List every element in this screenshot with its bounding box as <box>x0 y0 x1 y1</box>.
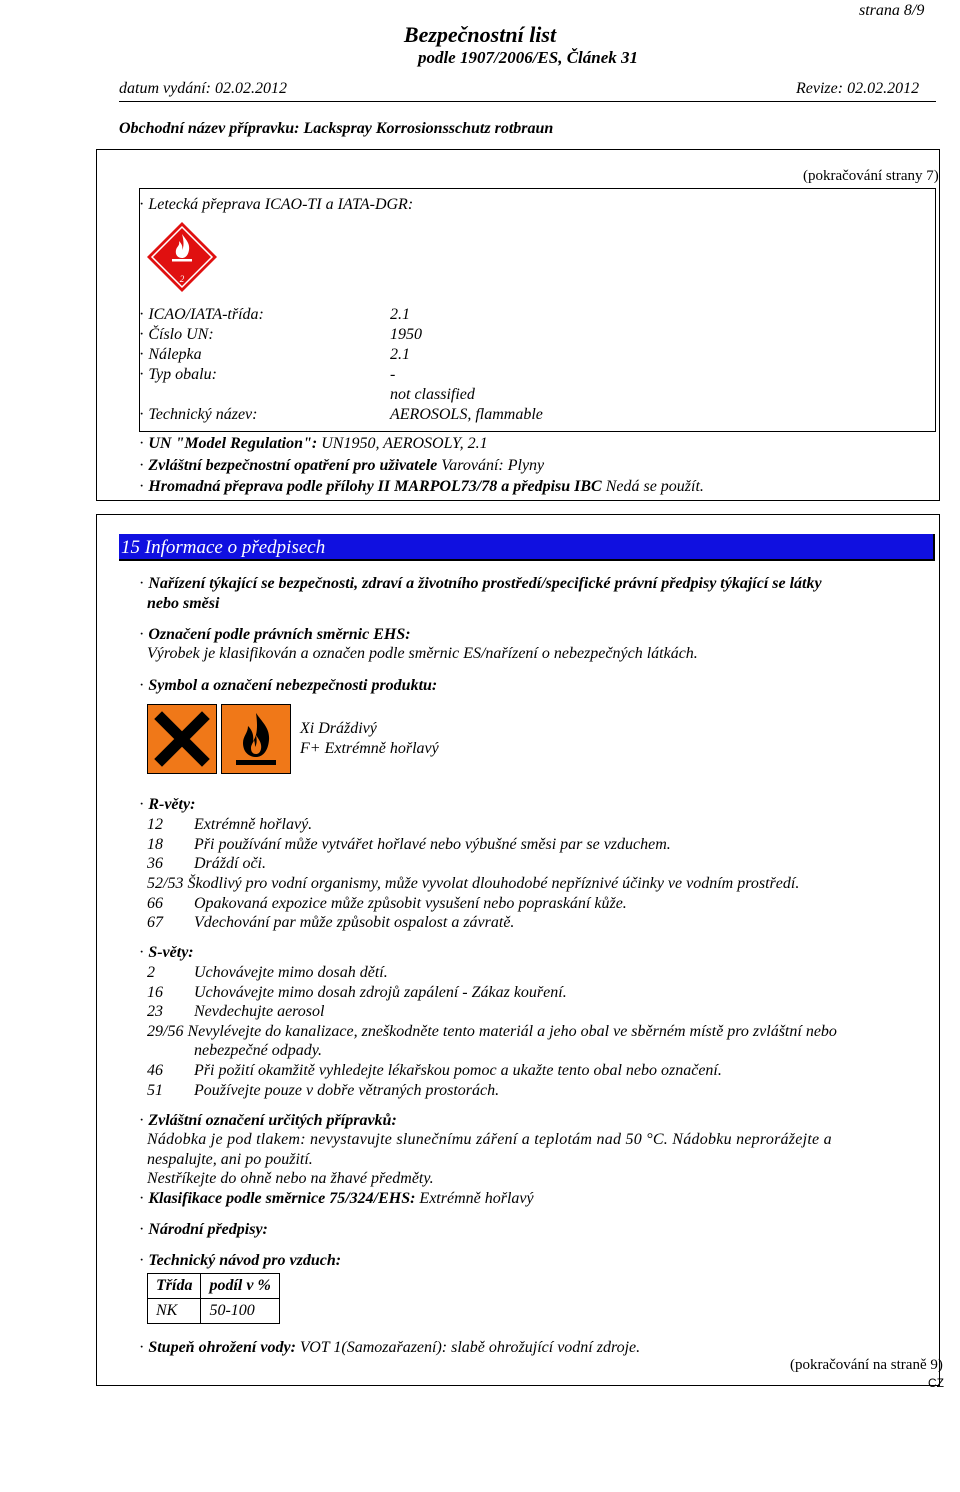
special-labelling-text-cont: nespalujte, ani po použití. <box>147 1151 313 1168</box>
air-value-class: 2.1 <box>390 306 410 323</box>
continued-from: (pokračování strany 7) <box>803 168 939 184</box>
bulk-transport: · Hromadná přeprava podle přílohy II MARPOL73/78 a předpisu IBC Nedá se použít. <box>139 478 704 496</box>
symbol-fplus-text: F+ Extrémně hořlavý <box>300 740 439 757</box>
section-15-title: 15 Informace o předpisech <box>119 534 935 561</box>
symbol-heading: · Symbol a označení nebezpečnosti produktu: <box>139 677 437 695</box>
table-cell: NK <box>148 1299 201 1324</box>
issue-date: datum vydání: 02.02.2012 <box>119 80 287 97</box>
document-subtitle: podle 1907/2006/ES, Článek 31 <box>417 48 639 67</box>
regulations-heading: · Nařízení týkající se bezpečnosti, zdraví a životního prostředí/specifické právní předpisy týkající se látky <box>139 575 822 593</box>
special-labelling-text-cont2: Nestříkejte do ohně nebo na žhavé předměty. <box>147 1170 434 1187</box>
r-phrase: 18 Při používání může vytvářet hořlavé nebo výbušné směsi par se vzduchem. <box>147 836 671 853</box>
special-labelling-heading: · Zvláštní označení určitých přípravků: <box>139 1112 397 1130</box>
s-phrase: 23 Nevdechujte aerosol <box>147 1003 325 1020</box>
page-number: strana 8/9 <box>859 2 925 19</box>
product-name: Obchodní název přípravku: Lackspray Korrosionsschutz rotbraun <box>119 120 554 137</box>
flammable-gas-diamond <box>145 220 219 294</box>
table-header-cell: podíl v % <box>201 1274 279 1299</box>
labelling-text: Výrobek je klasifikován a označen podle směrnic ES/nařízení o nebezpečných látkách. <box>147 645 698 662</box>
revision-date: Revize: 02.02.2012 <box>796 80 920 97</box>
country-code: CZ <box>928 1376 944 1390</box>
table-header-cell: Třída <box>148 1274 201 1299</box>
r-phrase: 67 Vdechování par může způsobit ospalost a závratě. <box>147 914 515 931</box>
symbol-xi-text: Xi Dráždivý <box>300 720 377 737</box>
ta-luft-heading: · Technický návod pro vzduch: <box>139 1252 341 1270</box>
s-phrase: 46 Při požití okamžitě vyhledejte lékařskou pomoc a ukažte tento obal nebo označení. <box>147 1062 722 1079</box>
table-row <box>148 1299 280 1324</box>
water-hazard: · Stupeň ohrožení vody: VOT 1(Samozařazení): slabě ohrožující vodní zdroje. <box>139 1339 640 1357</box>
regulations-heading-cont: nebo směsi <box>147 595 220 612</box>
flame-icon <box>145 220 219 294</box>
air-label-label: · Nálepka <box>139 346 202 364</box>
air-label-class: · ICAO/IATA-třída: <box>139 306 264 324</box>
air-value-packaging: - <box>390 366 396 383</box>
r-phrase: 66 Opakovaná expozice může způsobit vysušení nebo popraskání kůže. <box>147 895 627 912</box>
f-plus-symbol <box>221 704 291 774</box>
air-value-technical: AEROSOLS, flammable <box>390 406 543 423</box>
air-value-label: 2.1 <box>390 346 410 363</box>
national-regulations-heading: · Národní předpisy: <box>139 1221 268 1239</box>
s-phrases-heading: · S-věty: <box>139 944 194 962</box>
model-regulation: · UN "Model Regulation": UN1950, AEROSOLY, 2.1 <box>139 435 488 453</box>
s-phrase: 2 Uchovávejte mimo dosah dětí. <box>147 964 388 981</box>
air-label-technical: · Technický název: <box>139 406 257 424</box>
air-value-un: 1950 <box>390 326 422 343</box>
s-phrase: 16 Uchovávejte mimo dosah zdrojů zapálení - Zákaz kouření. <box>147 984 567 1001</box>
s-phrase: 29/56 Nevylévejte do kanalizace, zneškodněte tento materiál a jeho obal ve sběrném místě pro zvláštní nebo <box>147 1023 837 1040</box>
special-labelling-text: Nádobka je pod tlakem: nevystavujte slunečnímu záření a teplotám nad 50 °C. Nádobku neprorážejte a <box>147 1131 832 1148</box>
air-transport-heading: · Letecká přeprava ICAO-TI a IATA-DGR: <box>139 196 413 214</box>
ta-luft-table <box>147 1273 280 1324</box>
r-phrase: 12 Extrémně hořlavý. <box>147 816 313 833</box>
air-label-packaging: · Typ obalu: <box>139 366 217 384</box>
table-header-row <box>148 1274 280 1299</box>
xi-symbol <box>147 704 217 774</box>
r-phrase: 52/53 Škodlivý pro vodní organismy, může vyvolat dlouhodobé nepříznivé účinky ve vodním prostředí. <box>147 875 800 892</box>
air-value-packaging-note: not classified <box>390 386 475 403</box>
air-label-un: · Číslo UN: <box>139 326 214 344</box>
header-rule <box>119 101 936 102</box>
special-precautions: · Zvláštní bezpečnostní opatření pro uživatele Varování: Plyny <box>139 457 544 475</box>
s-phrase: 51 Používejte pouze v dobře větraných prostorách. <box>147 1082 500 1099</box>
s-phrase-cont: nebezpečné odpady. <box>194 1042 322 1059</box>
classification: · Klasifikace podle směrnice 75/324/EHS: Extrémně hořlavý <box>139 1190 534 1208</box>
document-title: Bezpečnostní list <box>403 22 557 47</box>
r-phrase: 36 Dráždí oči. <box>147 855 266 872</box>
flame-icon <box>222 705 290 773</box>
r-phrases-heading: · R-věty: <box>139 796 195 814</box>
labelling-heading: · Označení podle právních směrnic EHS: <box>139 626 411 644</box>
table-cell: 50-100 <box>201 1299 279 1324</box>
svg-text:2: 2 <box>179 274 185 284</box>
continued-on: (pokračování na straně 9) <box>790 1357 943 1373</box>
cross-icon <box>148 705 216 773</box>
